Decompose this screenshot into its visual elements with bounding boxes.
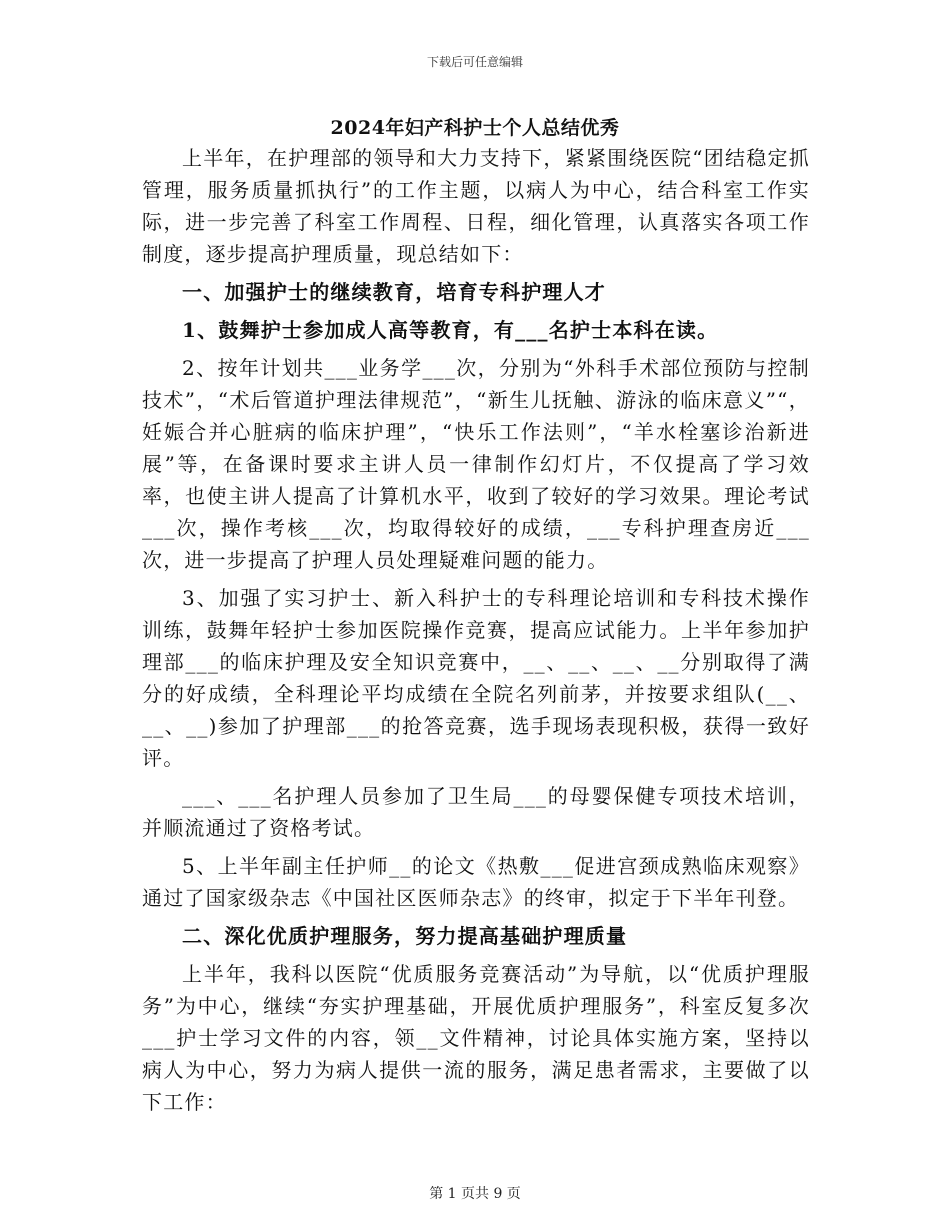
header-note: 下载后可任意编辑	[426, 55, 523, 69]
paragraph-intro: 上半年，在护理部的领导和大力支持下，紧紧围绕医院“团结稳定抓管理，服务质量抓执行”的工作主题，以病人为中心，结合科室工作实际，进一步完善了科室工作周程、日程，细化管理，认真落实各项工作制度，逐步提高护理质量，现总结如下：	[142, 146, 810, 266]
document-body	[142, 142, 810, 1124]
paragraph-section-2: 上半年，我科以医院“优质服务竞赛活动”为导航，以“优质护理服务”为中心，继续“夯实护理基础，开展优质护理服务”，科室反复多次___护士学习文件的内容，领__文件精神，讨论具体实施方案，坚持以病人为中心，努力为病人提供一流的服务，满足患者需求，主要做了以下工作：	[142, 962, 810, 1114]
paragraph-item-5: 5、上半年副主任护师__的论文《热敷___促进宫颈成熟临床观察》通过了国家级杂志《中国社区医师杂志》的终审，拟定于下半年刊登。	[142, 854, 810, 910]
paragraph-item-1: 1、鼓舞护士参加成人高等教育，有___名护士本科在读。	[182, 318, 719, 342]
section-heading-1: 一、加强护士的继续教育，培育专科护理人才	[182, 280, 606, 304]
paragraph-item-4: ___、___名护理人员参加了卫生局___的母婴保健专项技术培训，并顺流通过了资格考试。	[142, 784, 810, 840]
section-heading-2: 二、深化优质护理服务，努力提高基础护理质量	[182, 924, 628, 948]
page-footer: 第 1 页共 9 页	[429, 1186, 521, 1202]
document-title: 2024年妇产科护士个人总结优秀	[330, 117, 620, 139]
paragraph-item-2: 2、按年计划共___业务学___次，分别为“外科手术部位预防与控制技术”，“术后管道护理法律规范”，“新生儿抚触、游泳的临床意义”“，妊娠合并心脏病的临床护理”，“快乐工作法则”，“羊水栓塞诊治新进展”等，在备课时要求主讲人员一律制作幻灯片，不仅提高了学习效率，也使主讲人提高了计算机水平，收到了较好的学习效果。理论考试___次，操作考核___次，均取得较好的成绩，___专科护理查房近___次，进一步提高了护理人员处理疑难问题的能力。	[142, 356, 810, 572]
paragraph-item-3: 3、加强了实习护士、新入科护士的专科理论培训和专科技术操作训练，鼓舞年轻护士参加医院操作竞赛，提高应试能力。上半年参加护理部___的临床护理及安全知识竞赛中，__、__、__、__分别取得了满分的好成绩，全科理论平均成绩在全院名列前茅，并按要求组队(__、__、__)参加了护理部___的抢答竞赛，选手现场表现积极，获得一致好评。	[142, 586, 810, 770]
